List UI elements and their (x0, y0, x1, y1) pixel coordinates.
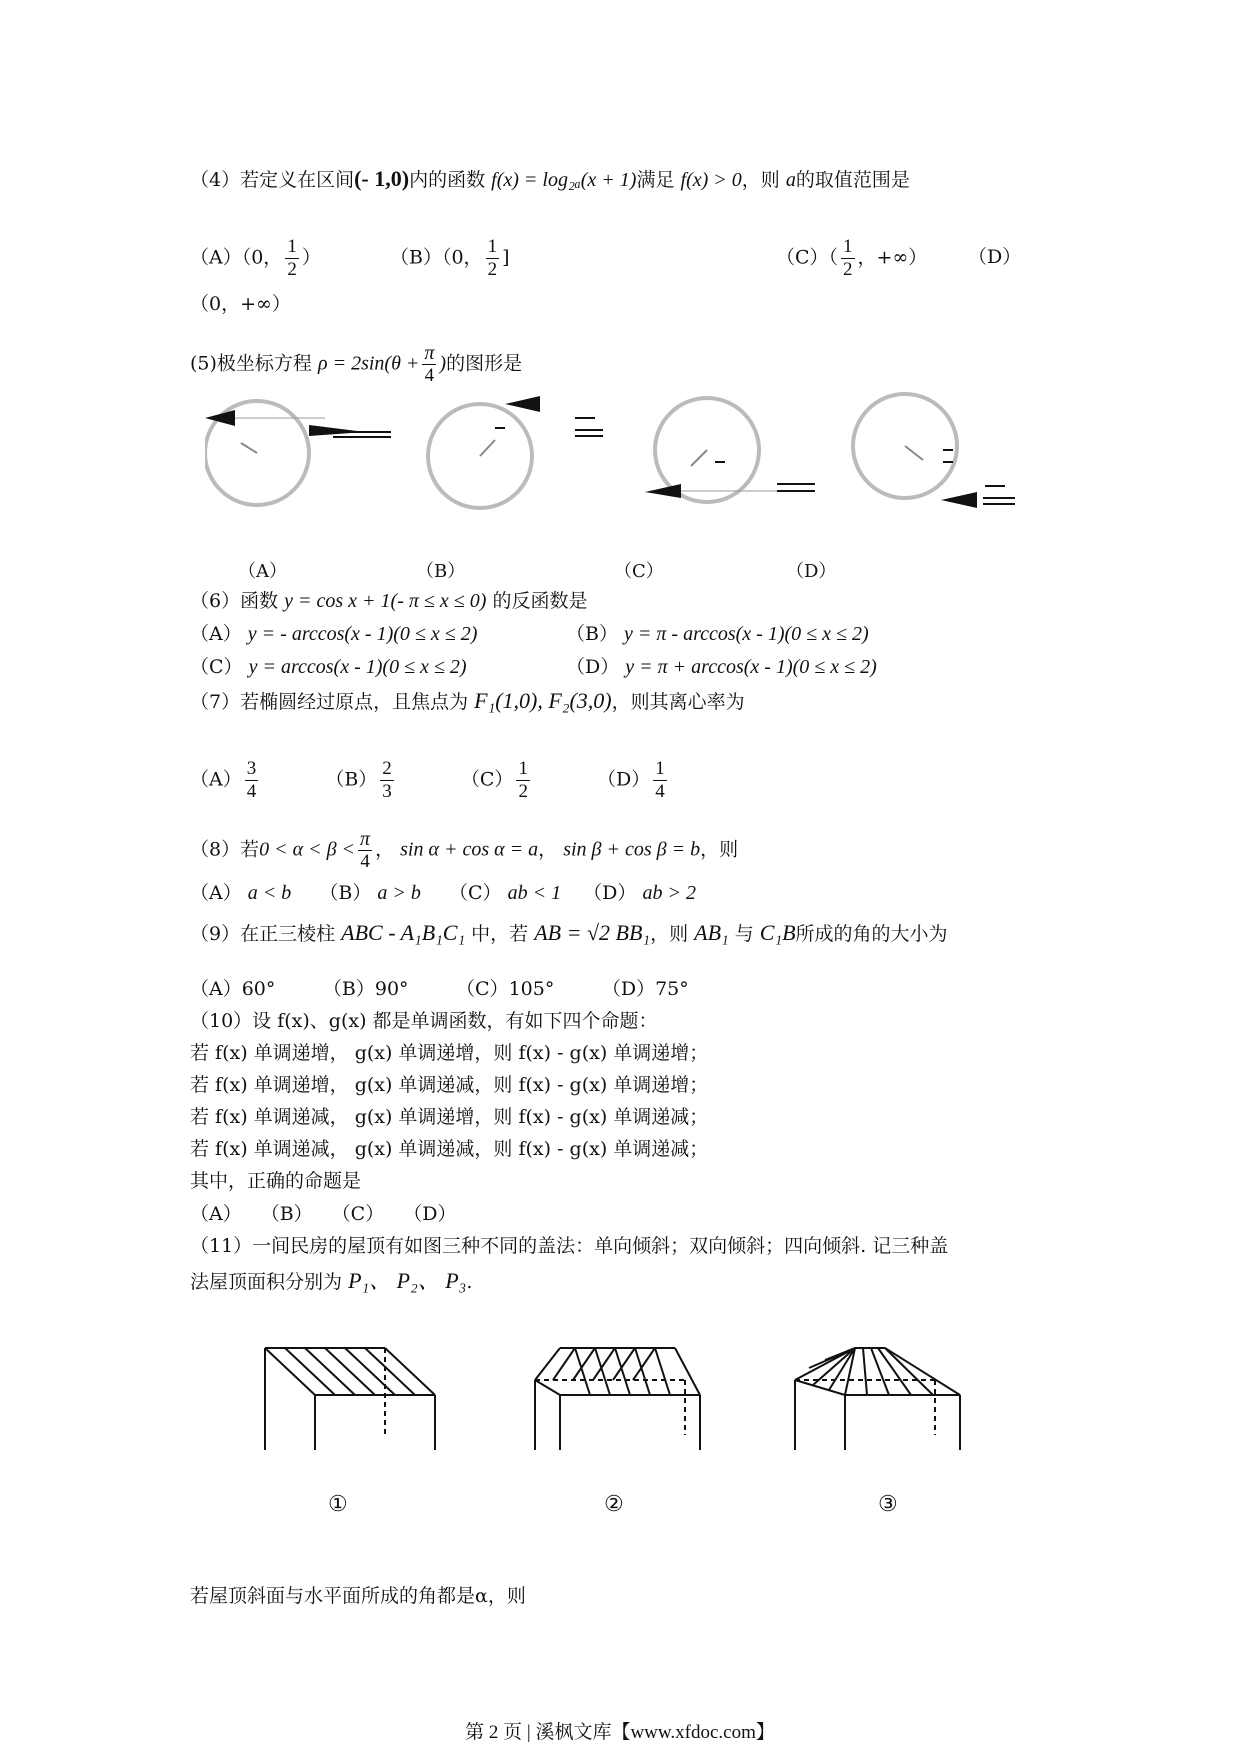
q5-figure-b (425, 388, 625, 518)
q8-inequality: 0 < α < β < (259, 838, 356, 861)
q7-a-fraction (245, 758, 259, 803)
q8-a-expr: a < b (247, 882, 292, 904)
q7-b-num: 2 (382, 758, 392, 779)
q7-c-fraction (516, 758, 530, 803)
q7-stem (190, 688, 745, 715)
house-label-3: ③ (878, 1492, 898, 1517)
q6-option-d (566, 654, 877, 680)
q6-d-expr: y = π + arccos(x - 1)(0 ≤ x ≤ 2) (625, 656, 877, 678)
q7-a-num: 3 (246, 758, 257, 779)
q9-stem (190, 920, 948, 947)
q7-options (190, 758, 670, 803)
q9-segment-1: AB₁ (694, 920, 729, 945)
q8-pi: π (360, 828, 371, 850)
q11-text-a: 法屋顶面积分别为 (190, 1271, 343, 1293)
q7-a-den: 4 (246, 781, 257, 802)
q4-b-fraction (486, 236, 500, 281)
house-label-2: ② (604, 1492, 624, 1517)
q4-stem (190, 166, 910, 193)
q8-options (190, 880, 696, 906)
q6-a-expr: y = - arccos(x - 1)(0 ≤ x ≤ 2) (247, 623, 478, 645)
q4-a-num: 1 (287, 236, 297, 257)
q5-four: 4 (424, 365, 435, 386)
q6-text-a: （6）函数 (190, 590, 279, 612)
q6-a-label: （A） (190, 623, 242, 645)
q11-line-1 (190, 1268, 472, 1295)
q4-b-den: 2 (487, 259, 498, 280)
q6-b-label: （B） (566, 623, 618, 645)
q7-d-den: 4 (655, 781, 665, 802)
q11-text-c: . (466, 1271, 473, 1293)
q8-b-expr: a > b (377, 882, 421, 904)
q6-equation: y = cos x + 1(- π ≤ x ≤ 0) (284, 590, 487, 612)
q4-c-post: ，+∞） (857, 246, 928, 269)
q8-d-expr: ab > 2 (642, 882, 696, 904)
q4-c-num: 1 (843, 236, 853, 257)
q8-sep2: ， (538, 838, 558, 861)
q6-d-label: （D） (566, 656, 620, 678)
q4-option-a (190, 236, 321, 281)
q4-interval: (- 1,0) (354, 166, 410, 191)
q4-condition: f(x) > 0 (680, 169, 742, 191)
q7-text-b: ，则其离心率为 (611, 691, 745, 713)
q4-option-d (968, 244, 1021, 270)
house-figure-3 (785, 1340, 995, 1460)
q5-figure-a (205, 388, 405, 518)
q7-a-label: （A） (190, 768, 242, 791)
q7-b-fraction (380, 758, 394, 803)
q4-text-e: 的取值范围是 (795, 169, 910, 191)
house-figure-2 (525, 1340, 735, 1460)
q9-text-e: 所成的角的大小为 (795, 923, 948, 945)
q4-function: f(x) = log₂ₐ(x + 1) (491, 169, 637, 191)
q11-line-0: （11）一间民房的屋顶有如图三种不同的盖法：单向倾斜；双向倾斜；四向倾斜. 记三种盖 (190, 1235, 949, 1257)
q8-sep1: ， (375, 838, 395, 861)
q8-c-label: （C） (448, 882, 502, 904)
q10-line-5: 其中，正确的命题是 (190, 1170, 362, 1192)
q7-c-num: 1 (518, 758, 528, 779)
q11-line-2: 若屋顶斜面与水平面所成的角都是α，则 (190, 1585, 526, 1607)
q8-b-label: （B） (319, 882, 372, 904)
q4-text-b: 内的函数 (409, 169, 486, 191)
q10-line-2: 若 f(x) 单调递增， g(x) 单调递减，则 f(x) - g(x) 单调递增； (190, 1074, 709, 1096)
q8-eq1: sin α + cos α = a (400, 838, 539, 861)
q10-line-3: 若 f(x) 单调递减， g(x) 单调递增，则 f(x) - g(x) 单调递减； (190, 1106, 709, 1128)
q9-text-c: ，则 (650, 923, 689, 945)
q9-options: （A）60° （B）90° （C）105° （D）75° (190, 978, 689, 1000)
page-footer: 第 2 页 | 溪枫文库【www.xfdoc.com】 (465, 1722, 775, 1743)
q8-pi-over-4 (358, 828, 372, 873)
q5-stem (190, 342, 522, 387)
q4-option-c (776, 236, 927, 281)
q4-a-den: 2 (287, 259, 297, 280)
q7-c-label: （C） (460, 768, 514, 791)
q10-line-0: （10）设 f(x)、g(x) 都是单调函数，有如下四个命题： (190, 1010, 658, 1032)
q8-d-label: （D） (583, 882, 637, 904)
q5-label-c: （C） (614, 561, 664, 582)
q5-label-d: （D） (786, 561, 837, 582)
q5-label-b: （B） (416, 561, 466, 582)
q4-d-pre: （D） (968, 246, 1022, 268)
q7-d-fraction (653, 758, 667, 803)
q6-b-expr: y = π - arccos(x - 1)(0 ≤ x ≤ 2) (624, 623, 869, 645)
q8-four: 4 (360, 851, 370, 872)
q7-d-label: （D） (597, 768, 651, 791)
q4-d-value: （0，+∞） (190, 293, 291, 315)
q5-text-b: 的图形是 (446, 352, 523, 375)
house-label-1: ① (328, 1492, 348, 1517)
q10-line-1: 若 f(x) 单调递增， g(x) 单调递增，则 f(x) - g(x) 单调递增； (190, 1042, 709, 1064)
q4-c-pre: （C）（ (776, 246, 839, 269)
q8-text-a: （8）若 (190, 838, 260, 861)
q4-variable: a (785, 169, 796, 191)
q4-c-fraction (841, 236, 855, 281)
q6-c-expr: y = arccos(x - 1)(0 ≤ x ≤ 2) (248, 656, 467, 678)
q7-text-a: （7）若椭圆经过原点，且焦点为 (190, 691, 469, 713)
q6-option-b (566, 621, 869, 647)
q4-b-post: ] (502, 246, 510, 269)
q5-text-a: (5)极坐标方程 (190, 352, 312, 375)
q6-c-label: （C） (190, 656, 243, 678)
q4-option-d-cont (190, 291, 291, 317)
q5-figure-c (645, 388, 845, 518)
q4-b-num: 1 (487, 236, 498, 257)
q4-text-d: ，则 (741, 169, 780, 191)
q4-c-den: 2 (843, 259, 853, 280)
q7-b-den: 3 (382, 781, 392, 802)
q10-options: （A） （B） （C） （D） (190, 1203, 457, 1225)
q9-segment-2: C₁B (759, 920, 796, 945)
q9-text-d: 与 (734, 923, 754, 945)
q4-text-c: 满足 (636, 169, 675, 191)
q4-option-b (390, 236, 509, 281)
q5-figure-d (845, 388, 1045, 518)
q6-option-a (190, 621, 477, 647)
q7-d-num: 1 (655, 758, 665, 779)
q7-c-den: 2 (518, 781, 528, 802)
q4-a-fraction (285, 236, 299, 281)
house-figure-1 (255, 1340, 465, 1460)
q5-eq-b: ) (439, 352, 447, 375)
q5-label-a: （A） (238, 561, 287, 582)
q4-text-a: （4）若定义在区间 (190, 169, 355, 191)
q7-b-label: （B） (325, 768, 378, 791)
q8-a-label: （A） (190, 882, 242, 904)
q11-areas: P₁、 P₂、 P₃ (348, 1268, 467, 1293)
q6-option-c (190, 654, 467, 680)
q6-text-b: 的反函数是 (492, 590, 588, 612)
q9-text-b: 中，若 (471, 923, 529, 945)
q7-foci: F₁(1,0), F₂(3,0) (474, 688, 612, 713)
q5-pi-over-4 (422, 342, 436, 387)
q5-pi: π (424, 342, 435, 364)
q5-eq-a: ρ = 2sin(θ + (317, 352, 420, 375)
q4-b-pre: （B）（0， (390, 246, 483, 269)
q4-a-post: ） (301, 246, 321, 269)
q9-equation: AB = √2 BB₁ (534, 920, 651, 945)
q9-text-a: （9）在正三棱柱 (190, 923, 336, 945)
q10-line-4: 若 f(x) 单调递减， g(x) 单调递减，则 f(x) - g(x) 单调递减； (190, 1138, 709, 1160)
q4-a-pre: （A）（0， (190, 246, 283, 269)
q8-stem (190, 828, 738, 873)
q8-text-b: ，则 (700, 838, 739, 861)
q8-eq2: sin β + cos β = b (563, 838, 701, 861)
q9-prism: ABC - A₁B₁C₁ (341, 920, 466, 945)
q8-c-expr: ab < 1 (507, 882, 562, 904)
q6-stem (190, 588, 587, 614)
